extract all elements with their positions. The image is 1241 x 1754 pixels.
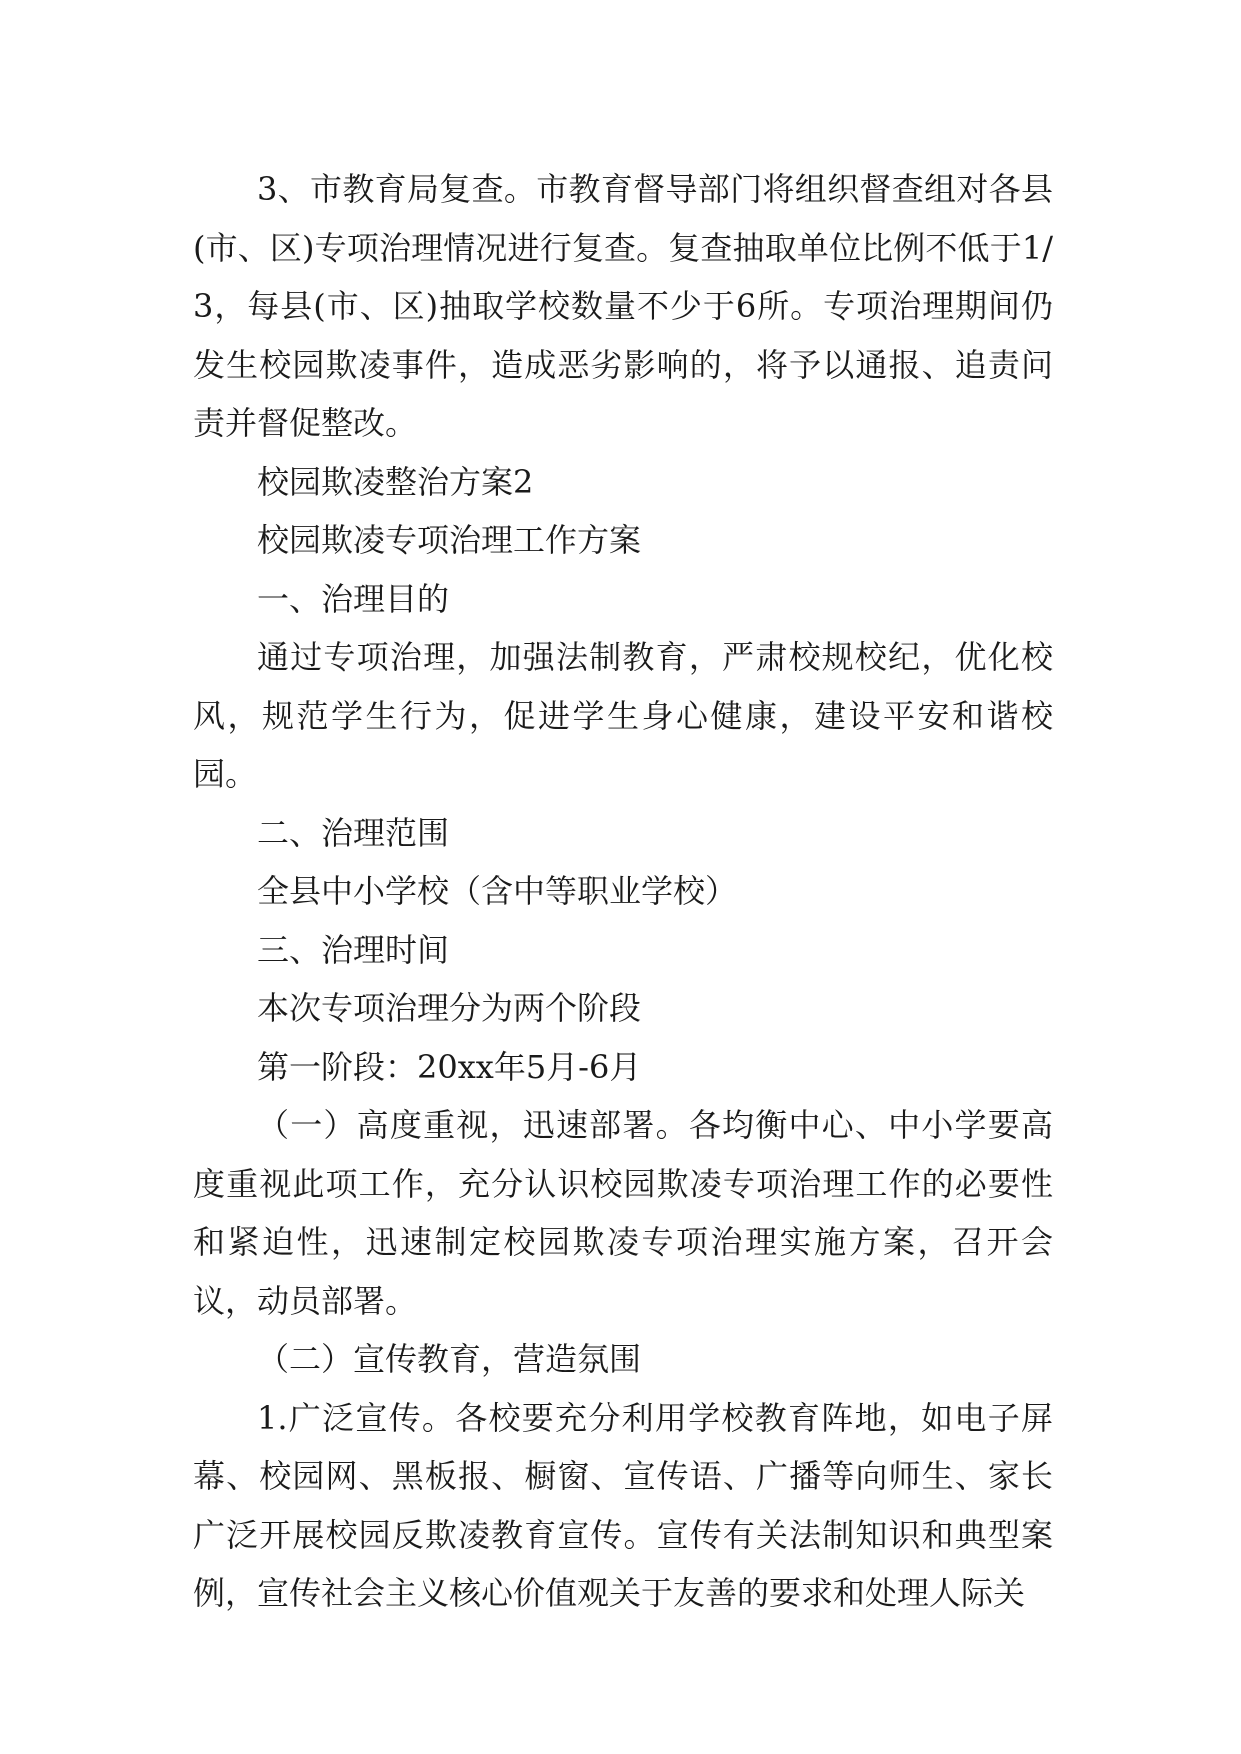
paragraph-scope: 全县中小学校（含中等职业学校） bbox=[257, 872, 738, 910]
paragraph-city-review: 3、市教育局复查。市教育督导部门将组织督查组对各县(市、区)专项治理情况进行复查。复查抽取单位比例不低于1/3，每县(市、区)抽取学校数量不少于6所。专项治理期间仍发生校园欺凌事件，造成恶劣影响的，将予以通报、追责问责并督促整改。 bbox=[193, 170, 1053, 442]
subheading-publicity: （二）宣传教育，营造氛围 bbox=[257, 1340, 642, 1378]
document-title: 校园欺凌专项治理工作方案 bbox=[257, 521, 642, 559]
paragraph-deployment: （一）高度重视，迅速部署。各均衡中心、中小学要高度重视此项工作，充分认识校园欺凌专项治理工作的必要性和紧迫性，迅速制定校园欺凌专项治理实施方案，召开会议，动员部署。 bbox=[193, 1106, 1053, 1320]
paragraph-stages: 本次专项治理分为两个阶段 bbox=[257, 989, 642, 1027]
section-heading-scope: 二、治理范围 bbox=[257, 813, 450, 852]
heading-plan-2: 校园欺凌整治方案2 bbox=[257, 462, 534, 501]
section-heading-purpose: 一、治理目的 bbox=[257, 579, 450, 618]
paragraph-purpose: 通过专项治理，加强法制教育，严肃校规校纪，优化校风，规范学生行为，促进学生身心健康，建设平安和谐校园。 bbox=[193, 638, 1053, 793]
section-heading-time: 三、治理时间 bbox=[257, 930, 450, 969]
paragraph-stage-one: 第一阶段：20xx年5月-6月 bbox=[257, 1047, 642, 1086]
paragraph-publicity: 1.广泛宣传。各校要充分利用学校教育阵地，如电子屏幕、校园网、黑板报、橱窗、宣传语、广播等向师生、家长广泛开展校园反欺凌教育宣传。宣传有关法制知识和典型案例，宣传社会主义核心价值观关于友善的要求和处理人际关 bbox=[193, 1398, 1053, 1612]
document-page bbox=[193, 160, 1053, 1623]
